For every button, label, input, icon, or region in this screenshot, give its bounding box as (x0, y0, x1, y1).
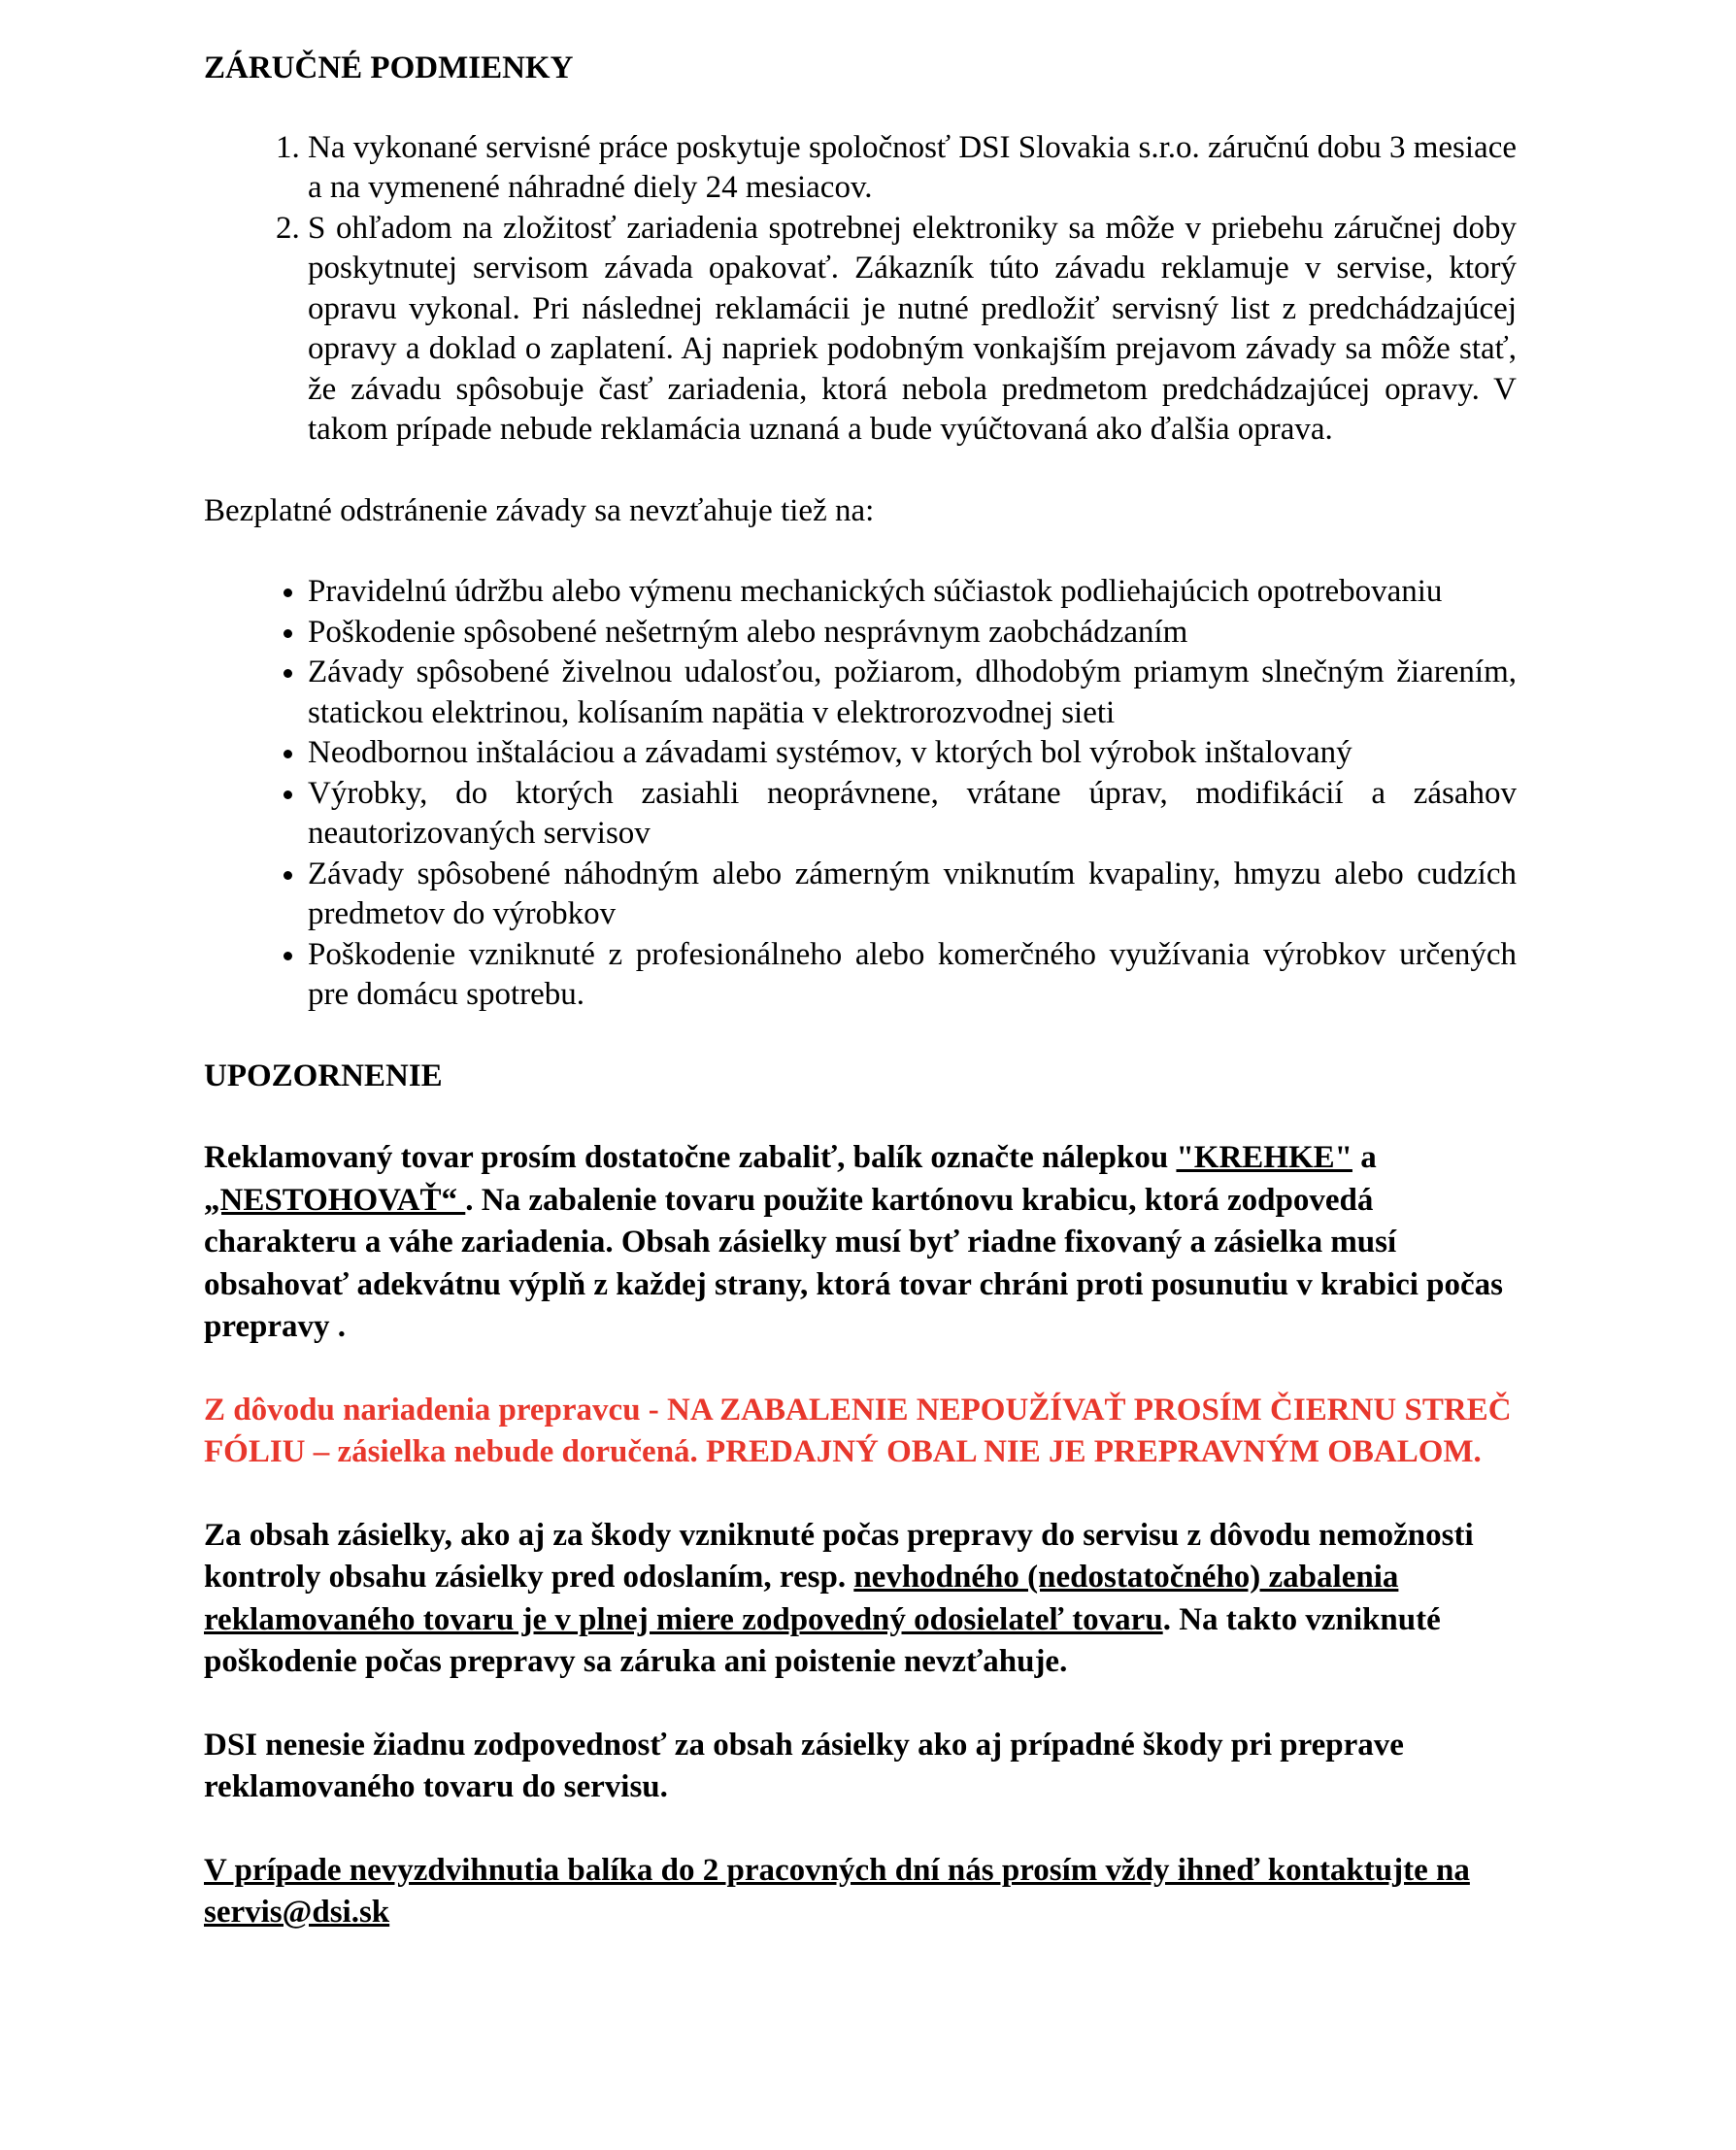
liability-text-2: . Na takto vzniknuté poškodenie počas prepravy sa záruka ani poistenie nevzťahuje. (204, 1601, 1441, 1679)
disclaimer: DSI nenesie žiadnu zodpovednosť za obsah zásielky ako aj prípadné škody pri preprave reklamovaného tovaru do servisu. (204, 1727, 1404, 1804)
exclusion-item: • Pravidelnú údržbu alebo výmenu mechanických súčiastok podliehajúcich opotrebovaniu (308, 572, 1517, 613)
warranty-title: ZÁRUČNÉ PODMIENKY (204, 50, 574, 85)
exclusions-intro: Bezplatné odstránenie závady sa nevzťahuje tiež na: (204, 492, 875, 528)
exclusion-item: • Neodbornou inštaláciou a závadami systémov, v ktorých bol výrobok inštalovaný (308, 733, 1517, 774)
packing-text-3: . Na zabalenie tovaru použite kartónovu krabicu, ktorá zodpovedá charakteru a váhe zariadenia. Obsah zásielky musí byť riadne fixovaný a zásielka musí obsahovať adekvátnu výplň z každej strany, ktorá tovar chráni proti posunutiu v krabici počas prepravy . (204, 1182, 1504, 1344)
exclusion-item: • Poškodenie vzniknuté z profesionálneho alebo komerčného využívania výrobkov určených pre domácu spotrebu. (308, 935, 1517, 1016)
exclusion-item: • Závady spôsobené živelnou udalosťou, požiarom, dlhodobým priamym slnečným žiarením, statickou elektrinou, kolísaním napätia v elektrorozvodnej sieti (308, 653, 1517, 733)
packing-instructions (204, 1137, 1517, 1349)
exclusion-item: • Poškodenie spôsobené nešetrným alebo nesprávnym zaobchádzaním (308, 613, 1517, 654)
fragile-label: "KREHKE" (1176, 1140, 1352, 1175)
liability-underlined: nevhodného (nedostatočného) zabalenia reklamovaného tovaru je v plnej miere zodpovedný odosielateľ tovaru (204, 1560, 1399, 1637)
exclusion-item: • Závady spôsobené náhodným alebo zámerným vniknutím kvapaliny, hmyzu alebo cudzích predmetov do výrobkov (308, 855, 1517, 935)
liability-text-1: Za obsah zásielky, ako aj za škody vzniknuté počas prepravy do servisu z dôvodu nemožnosti kontroly obsahu zásielky pred odoslaním, resp. (204, 1517, 1474, 1595)
exclusions-list (204, 572, 1517, 1016)
warranty-term-1: 1. Na vykonané servisné práce poskytuje spoločnosť DSI Slovakia s.r.o. záručnú dobu 3 mesiace a na vymenené náhradné diely 24 mesiacov. (308, 128, 1517, 209)
packing-text-2: a (1352, 1140, 1377, 1175)
contact-notice: V prípade nevyzdvihnutia balíka do 2 pracovných dní nás prosím vždy ihneď kontaktujte na servis@dsi.sk (204, 1852, 1470, 1930)
notice-title: UPOZORNENIE (204, 1058, 443, 1093)
packing-text-1: Reklamovaný tovar prosím dostatočne zabaliť, balík označte nálepkou (204, 1140, 1177, 1175)
no-stack-label: „NESTOHOVAŤ“ (204, 1182, 466, 1218)
exclusion-item: • Výrobky, do ktorých zasiahli neoprávnene, vrátane úprav, modifikácií a zásahov neautorizovaných servisov (308, 774, 1517, 855)
warranty-terms-list (204, 128, 1517, 451)
document-content (204, 49, 1517, 1934)
liability-paragraph (204, 1515, 1517, 1684)
carrier-warning: Z dôvodu nariadenia prepravcu - NA ZABALENIE NEPOUŽÍVAŤ PROSÍM ČIERNU STREČ FÓLIU – zásielka nebude doručená. PREDAJNÝ OBAL NIE JE PREPRAVNÝM OBALOM. (204, 1392, 1512, 1469)
warranty-term-2: 2. S ohľadom na zložitosť zariadenia spotrebnej elektroniky sa môže v priebehu záručnej doby poskytnutej servisom závada opakovať. Zákazník túto závadu reklamuje v servise, ktorý opravu vykonal. Pri následnej reklamácii je nutné predložiť servisný list z predchádzajúcej opravy a doklad o zaplatení. Aj napriek podobným vonkajším prejavom závady sa môže stať, že závadu spôsobuje časť zariadenia, ktorá nebola predmetom predchádzajúcej opravy. V takom prípade nebude reklamácia uznaná a bude vyúčtovaná ako ďalšia oprava. (308, 209, 1517, 451)
